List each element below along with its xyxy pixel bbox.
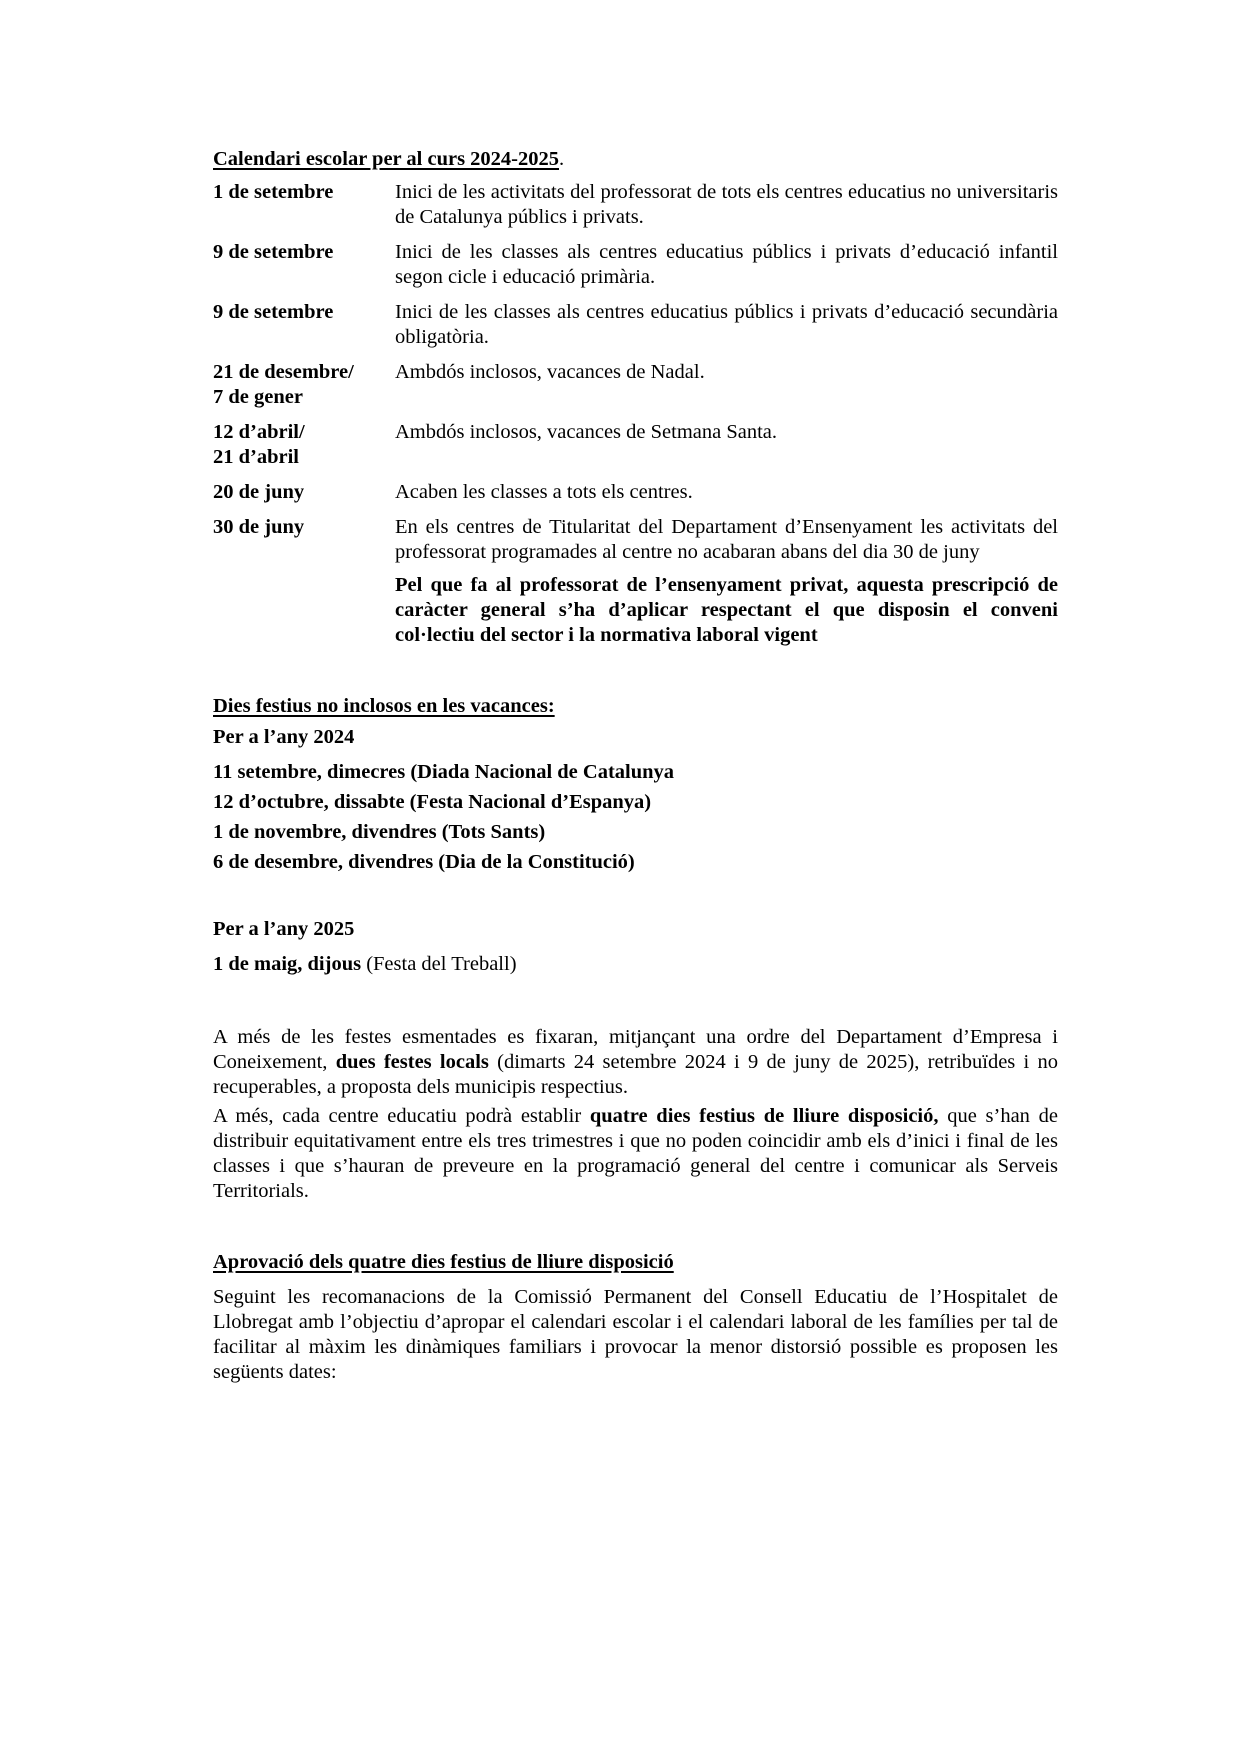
calendar-row — [213, 420, 1058, 470]
calendar-description: Acaben les classes a tots els centres. — [395, 481, 693, 503]
calendar-date: 20 de juny — [213, 481, 305, 503]
calendar-row — [213, 515, 1058, 565]
calendar-description: Inici de les classes als centres educatius públics i privats d’educació secundària obligatòria. — [395, 301, 1058, 348]
paragraph-text: (dimarts 24 setembre 2024 i 9 de juny de 2025), retribuïdes i no recuperables, a proposta dels municipis respectius. — [213, 1051, 1059, 1098]
approval-section — [213, 1250, 1058, 1385]
calendar-date: 9 de setembre — [213, 301, 334, 323]
paragraph-text: A més de les festes esmentades es fixaran, mitjançant una ordre del Departament d’Empresa i Coneixement, — [213, 1026, 1058, 1073]
calendar-row — [213, 480, 1058, 505]
document-content — [213, 147, 1058, 1385]
private-teachers-note: Pel que fa al professorat de l’ensenyament privat, aquesta prescripció de caràcter general s’ha d’aplicar respectant el que disposin el conveni col·lectiu del sector i la normativa laboral vigent — [395, 574, 1058, 646]
holiday-item: 12 d’octubre, dissabte (Festa Nacional d’Espanya) — [213, 791, 652, 813]
calendar-description: Ambdós inclosos, vacances de Setmana Santa. — [395, 421, 778, 443]
calendar-row — [213, 180, 1058, 230]
local-holidays-paragraph — [213, 1025, 1058, 1100]
year-2025-block — [213, 917, 1058, 977]
calendar-description: Ambdós inclosos, vacances de Nadal. — [395, 361, 705, 383]
calendar-row — [213, 300, 1058, 350]
calendar-heading-suffix: . — [559, 148, 565, 170]
calendar-description: Inici de les classes als centres educatius públics i privats d’educació infantil segon cicle i educació primària. — [395, 241, 1058, 288]
calendar-date: 30 de juny — [213, 516, 305, 538]
approval-body: Seguint les recomanacions de la Comissió Permanent del Consell Educatiu de l’Hospitalet de Llobregat amb l’objectiu d’apropar el calendari escolar i el calendari laboral de les famílies per tal de facilitar al màxim les dinàmiques familiars i provocar la menor distorsió possible es proposen les següents dates: — [213, 1286, 1058, 1383]
free-days-paragraph — [213, 1104, 1058, 1204]
calendar-row — [213, 240, 1058, 290]
calendar-title-line — [213, 147, 1058, 172]
paragraph-text: que s’han de distribuir equitativament entre els tres trimestres i que no poden coincidir amb els d’inici i final de les classes i que s’hauran de preveure en la programació general del centre i comunicar als Serveis Territorials. — [213, 1105, 1058, 1202]
calendar-date: 12 d’abril/ 21 d’abril — [213, 421, 305, 468]
holiday-item: 1 de novembre, divendres (Tots Sants) — [213, 821, 546, 843]
calendar-date: 21 de desembre/ 7 de gener — [213, 361, 354, 408]
calendar-description: Inici de les activitats del professorat de tots els centres educatius no universitaris de Catalunya públics i privats. — [395, 181, 1058, 228]
calendar-date: 1 de setembre — [213, 181, 334, 203]
calendar-date: 9 de setembre — [213, 241, 334, 263]
holiday-item: 6 de desembre, divendres (Dia de la Constitució) — [213, 851, 635, 873]
holidays-heading: Dies festius no inclosos en les vacances: — [213, 695, 555, 717]
calendar-heading: Calendari escolar per al curs 2024-2025 — [213, 148, 559, 170]
paragraph-bold-text: quatre dies festius de lliure disposició, — [589, 1105, 939, 1127]
holidays-section — [213, 694, 1058, 977]
approval-heading: Aprovació dels quatre dies festius de lliure disposició — [213, 1251, 674, 1273]
year-2024-label: Per a l’any 2024 — [213, 726, 355, 748]
paragraph-bold-text: dues festes locals — [335, 1051, 489, 1073]
holiday-date: 1 de maig, dijous — [213, 953, 362, 975]
year-2025-label: Per a l’any 2025 — [213, 918, 355, 940]
holiday-item: 11 setembre, dimecres (Diada Nacional de Catalunya — [213, 761, 675, 783]
calendar-row — [213, 360, 1058, 410]
calendar-description: En els centres de Titularitat del Departament d’Ensenyament les activitats del professorat programades al centre no acabaran abans del dia 30 de juny — [395, 516, 1058, 563]
paragraph-text: A més, cada centre educatiu podrà establir — [213, 1105, 590, 1127]
holiday-item-2025 — [213, 952, 1058, 977]
holiday-name: (Festa del Treball) — [361, 953, 517, 975]
